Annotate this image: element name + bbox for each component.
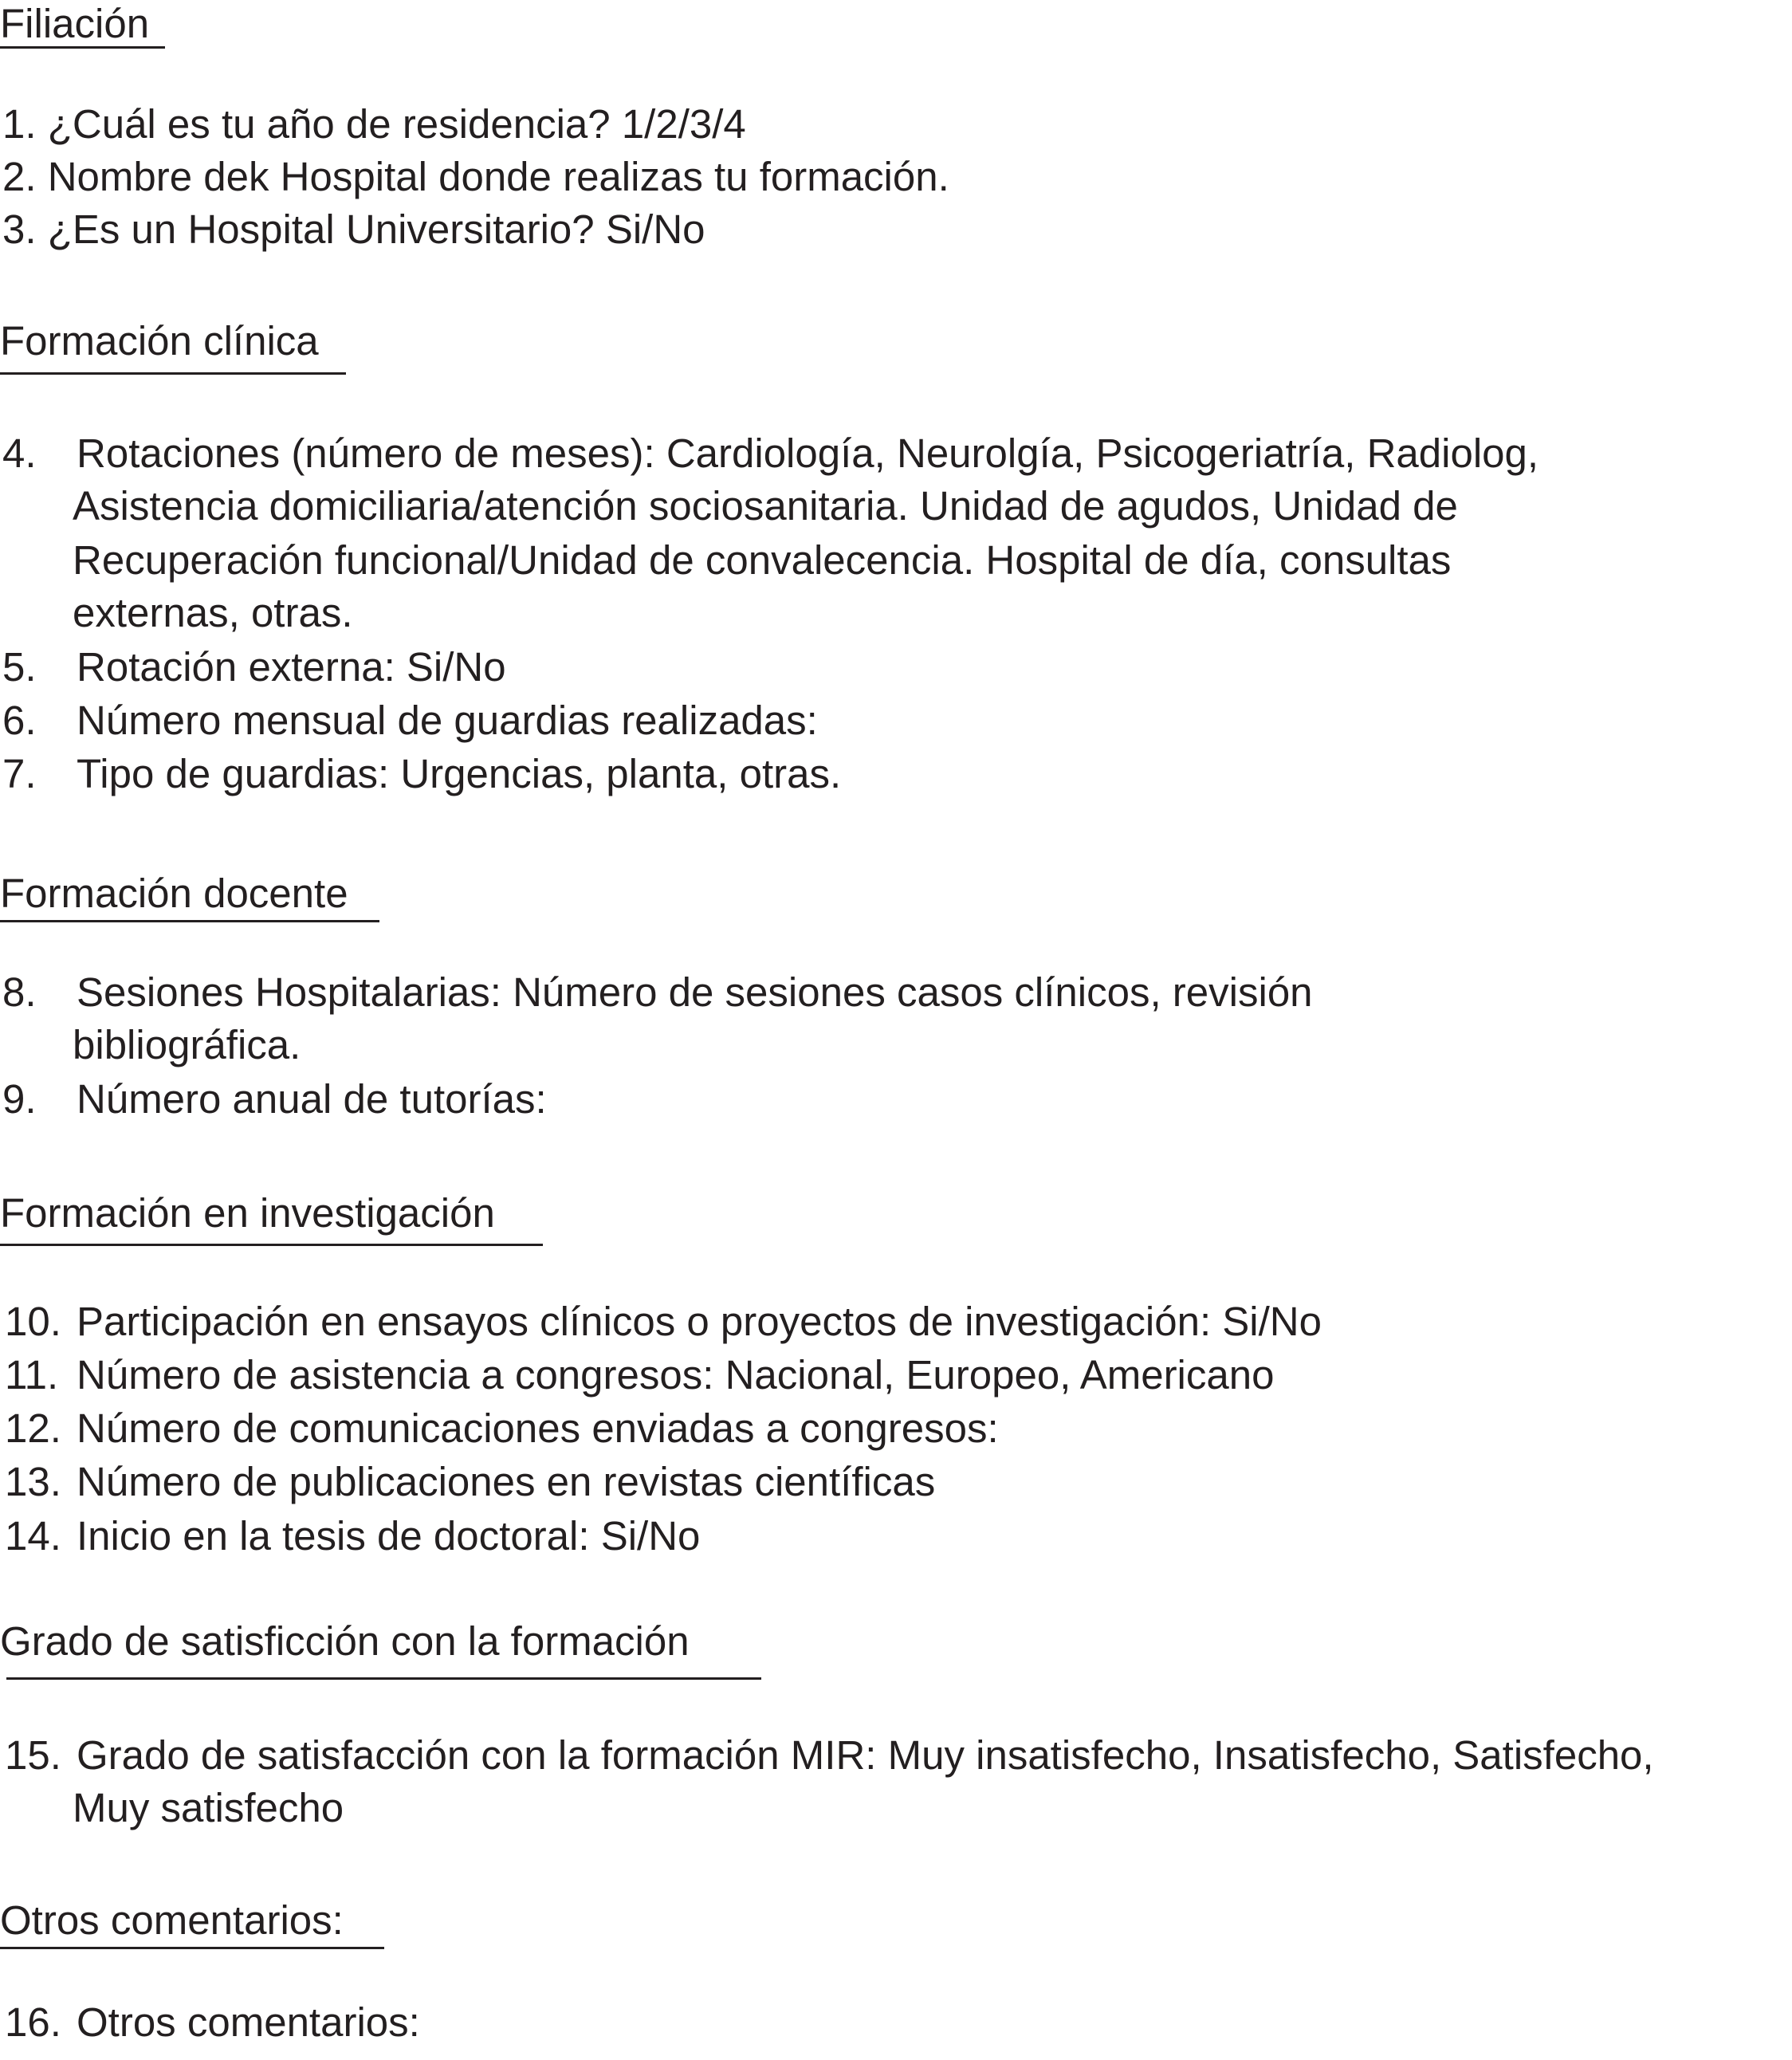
question-4-continued: Recuperación funcional/Unidad de convalecencia. Hospital de día, consultas xyxy=(73,537,1452,583)
question-10 xyxy=(5,1298,1322,1346)
question-text: Otros comentarios: xyxy=(77,1999,420,2045)
question-number: 5. xyxy=(2,644,37,690)
question-number: 3. xyxy=(2,206,37,252)
question-number: 14. xyxy=(5,1513,61,1559)
question-text: Nombre dek Hospital donde realizas tu formación. xyxy=(47,154,949,199)
question-number: 9. xyxy=(2,1076,37,1122)
section-heading-formacion-investigacion: Formación en investigación xyxy=(0,1190,495,1236)
heading-underline xyxy=(0,372,346,375)
question-text: Inicio en la tesis de doctoral: Si/No xyxy=(77,1513,701,1559)
question-number: 6. xyxy=(2,698,37,743)
question-text: Número de publicaciones en revistas científicas xyxy=(77,1459,936,1504)
heading-underline xyxy=(0,1244,543,1246)
question-number: 13. xyxy=(5,1459,61,1504)
heading-underline xyxy=(0,1947,384,1949)
question-text: Tipo de guardias: Urgencias, planta, otras. xyxy=(77,751,842,796)
heading-underline xyxy=(0,46,165,49)
section-heading-grado-satisfaccion: Grado de satisficción con la formación xyxy=(0,1618,690,1664)
question-12 xyxy=(5,1405,999,1453)
question-3 xyxy=(2,206,705,254)
question-8-continued: bibliográfica. xyxy=(73,1022,301,1067)
question-7 xyxy=(2,750,841,798)
question-11 xyxy=(5,1351,1274,1399)
question-text: ¿Cuál es tu año de residencia? 1/2/3/4 xyxy=(47,101,746,147)
question-number: 10. xyxy=(5,1299,61,1344)
question-number: 7. xyxy=(2,751,37,796)
section-heading-formacion-docente: Formación docente xyxy=(0,871,348,916)
question-1 xyxy=(2,100,746,148)
question-number: 12. xyxy=(5,1405,61,1451)
question-15 xyxy=(5,1732,1654,1779)
question-text: Participación en ensayos clínicos o proyectos de investigación: Si/No xyxy=(77,1299,1322,1344)
question-number: 4. xyxy=(2,430,37,476)
question-16 xyxy=(5,1999,420,2046)
question-text: Número mensual de guardias realizadas: xyxy=(77,698,818,743)
question-number: 15. xyxy=(5,1732,61,1778)
section-heading-filiacion: Filiación xyxy=(0,1,150,46)
question-5 xyxy=(2,643,506,691)
question-text: Rotación externa: Si/No xyxy=(77,644,506,690)
question-4-continued: externas, otras. xyxy=(73,590,353,635)
heading-underline xyxy=(6,1677,761,1680)
question-9 xyxy=(2,1075,547,1123)
question-6 xyxy=(2,697,818,745)
question-4 xyxy=(2,430,1539,478)
section-heading-formacion-clinica: Formación clínica xyxy=(0,318,319,364)
question-text: Sesiones Hospitalarias: Número de sesiones casos clínicos, revisión xyxy=(77,969,1313,1015)
question-13 xyxy=(5,1458,935,1506)
question-number: 8. xyxy=(2,969,37,1015)
question-2 xyxy=(2,153,949,201)
question-15-continued: Muy satisfecho xyxy=(73,1785,344,1830)
question-text: Grado de satisfacción con la formación MIR: Muy insatisfecho, Insatisfecho, Satisfecho, xyxy=(77,1732,1654,1778)
question-text: Número de asistencia a congresos: Nacional, Europeo, Americano xyxy=(77,1352,1275,1398)
section-heading-otros-comentarios: Otros comentarios: xyxy=(0,1897,344,1943)
question-8 xyxy=(2,969,1313,1016)
question-number: 16. xyxy=(5,1999,61,2045)
question-text: Número anual de tutorías: xyxy=(77,1076,547,1122)
question-text: Número de comunicaciones enviadas a congresos: xyxy=(77,1405,999,1451)
question-text: Rotaciones (número de meses): Cardiología, Neurolgía, Psicogeriatría, Radiolog, xyxy=(77,430,1539,476)
heading-underline xyxy=(0,920,379,922)
question-number: 11. xyxy=(5,1352,59,1398)
question-text: ¿Es un Hospital Universitario? Si/No xyxy=(47,206,705,252)
question-number: 2. xyxy=(2,154,37,199)
question-4-continued: Asistencia domiciliaria/atención sociosanitaria. Unidad de agudos, Unidad de xyxy=(73,483,1458,529)
question-14 xyxy=(5,1512,700,1560)
question-number: 1. xyxy=(2,101,37,147)
